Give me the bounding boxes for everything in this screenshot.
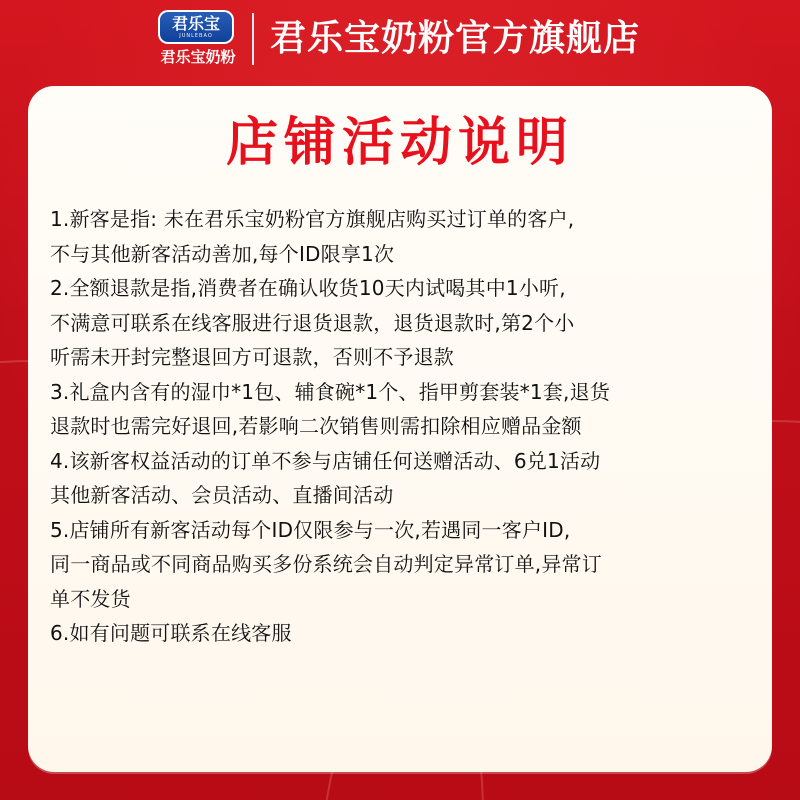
rule-line: 单不发货 bbox=[50, 586, 131, 611]
store-header bbox=[0, 0, 800, 80]
rule-line: 3.礼盒内含有的湿巾*1包、辅食碗*1个、指甲剪套装*1套,退货 bbox=[50, 379, 611, 404]
rule-line: 其他新客活动、会员活动、直播间活动 bbox=[50, 483, 394, 507]
rule-line: 不与其他新客活动善加,每个ID限享1次 bbox=[50, 241, 395, 266]
header-divider bbox=[252, 13, 254, 65]
store-title: 君乐宝奶粉官方旗舰店 bbox=[270, 18, 641, 59]
brand-logo-badge bbox=[158, 10, 234, 44]
rule-line: 听需未开封完整退回方可退款，否则不予退款 bbox=[50, 345, 454, 369]
rules-list bbox=[50, 202, 750, 651]
rule-line: 退款时也需完好退回,若影响二次销售则需扣除相应赠品金额 bbox=[50, 414, 582, 438]
brand-name: 君乐宝奶粉 bbox=[160, 48, 236, 66]
logo-badge-subtext: JUNLEBAO bbox=[179, 33, 213, 39]
rule-line: 1.新客是指: 未在君乐宝奶粉官方旗舰店购买过订单的客户, bbox=[50, 207, 575, 231]
card-title: 店铺活动说明 bbox=[225, 113, 574, 173]
brand-logo-block bbox=[138, 8, 258, 70]
rule-line: 5.店铺所有新客活动每个ID仅限参与一次,若遇同一客户ID, bbox=[50, 517, 571, 542]
rule-line: 2.全额退款是指,消费者在确认收货10天内试喝其中1小听, bbox=[50, 276, 566, 300]
rule-line: 同一商品或不同商品购买多份系统会自动判定异常订单,异常订 bbox=[50, 552, 602, 576]
rule-line: 不满意可联系在线客服进行退货退款，退货退款时,第2个小 bbox=[50, 310, 575, 335]
activity-notice-card bbox=[28, 86, 772, 772]
rule-line: 6.如有问题可联系在线客服 bbox=[50, 621, 292, 645]
rule-line: 4.该新客权益活动的订单不参与店铺任何送赠活动、6兑1活动 bbox=[50, 448, 601, 473]
logo-badge-text: 君乐宝 bbox=[171, 14, 220, 33]
